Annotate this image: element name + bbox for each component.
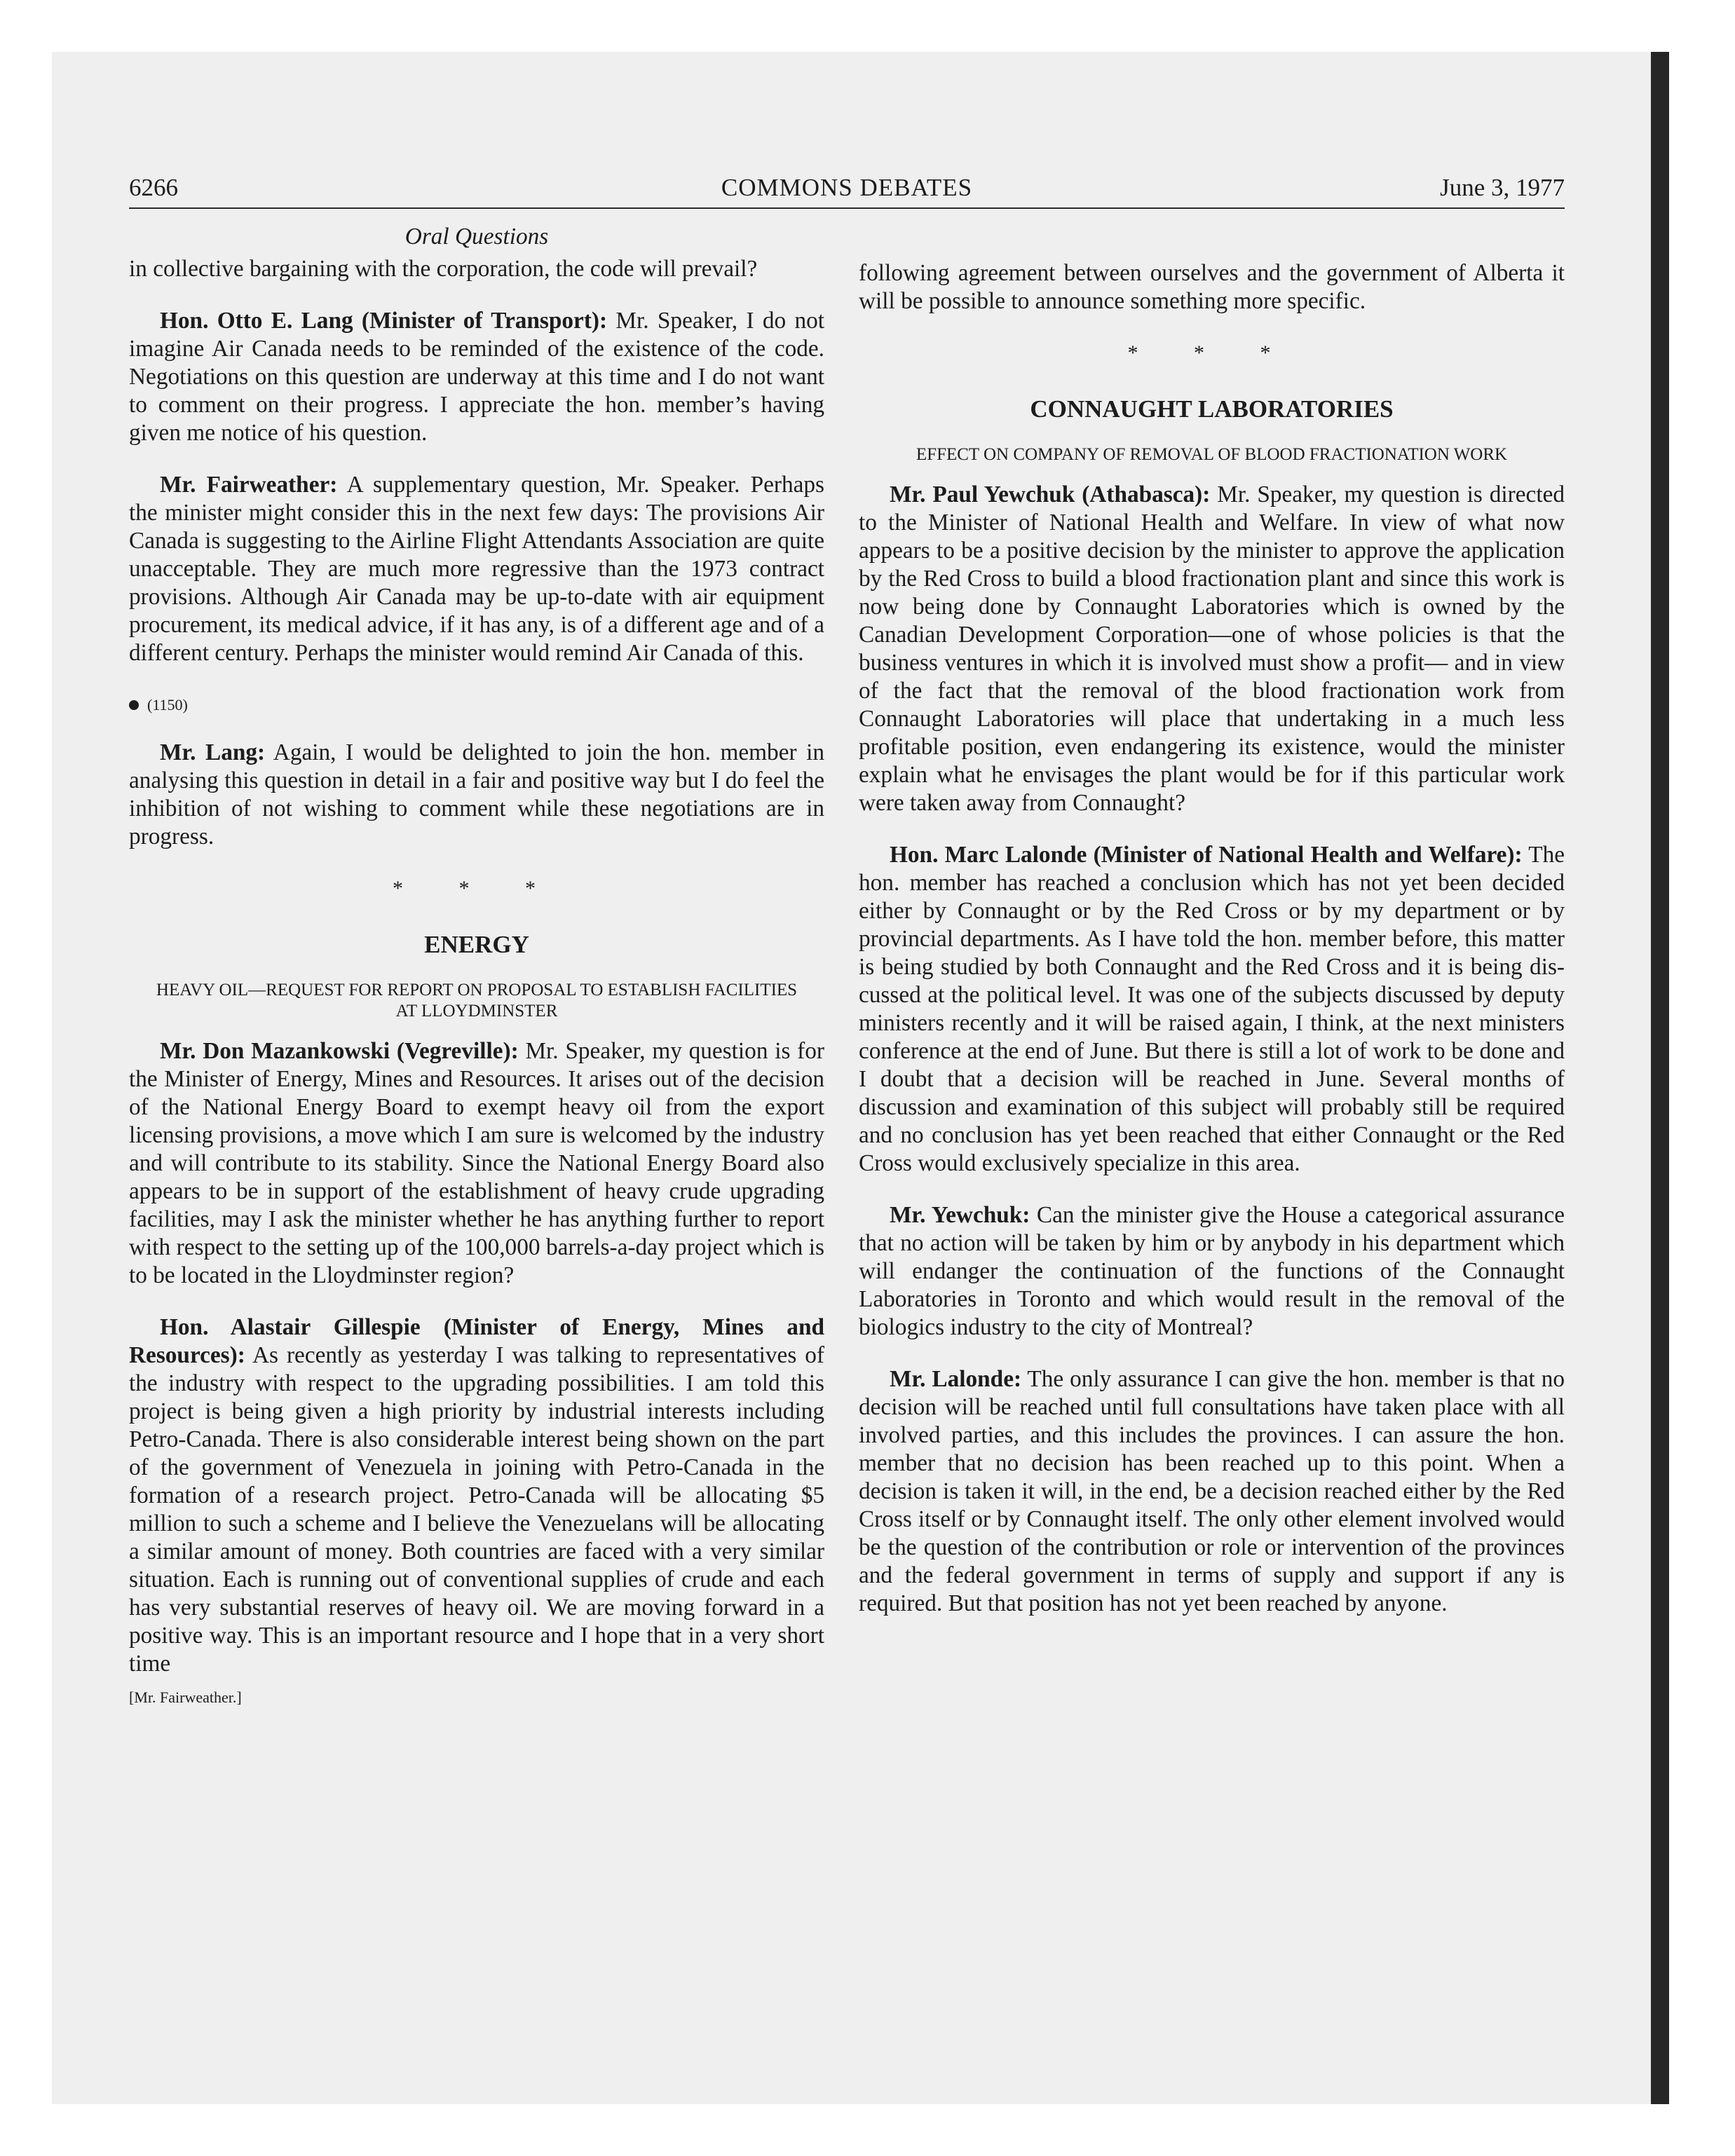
page-date: June 3, 1977 xyxy=(1440,174,1565,201)
paragraph-text: As recently as yesterday I was talking to representatives of the industry with respect to the upgrading possibilities. I am told this project is being given a high priority by industrial interests including Petro-Canada. There is also considerable interest being shown on the part of the government of Venezuela in joining with Petro-Canada in the formation of a research project. Petro-Canada will be allocating $5 million to such a scheme and I believe the Venezuelans will be allocating a similar amount of money. Both countries are faced with a very similar situation. Each is running out of conventional supplies of crude and each has very substantial reserves of heavy oil. We are moving forward in a positive way. This is an important resource and I hope that in a very short time xyxy=(129,1342,824,1677)
paragraph-text: in collective bargaining with the corporation, the code will prevail? xyxy=(129,256,758,282)
paragraph-text: Mr. Speaker, I do not imagine Air Canada needs to be reminded of the existence of the code. Negotiations on this question are underway at this time and I do not want to comment on their progress. I appreciate the hon. member’s having given me notice of his question. xyxy=(129,308,825,446)
speaker-name: Mr. Fairweather: xyxy=(160,472,338,498)
page-number: 6266 xyxy=(129,174,178,201)
paragraph-text: Mr. Speaker, my question is directed to the Minister of National Health and Welfare. In view of what now appears to be a positive decision by the minister to approve the application by the Red Cross to build a blood fractionation plant and since this work is now being done by Connaught Laboratories which is owned by the Canadian Development Corporation—one of whose policies is that the business ventures in which it is involved must show a profit— and in view of the fact that the removal of the blood fractionation work from Connaught Laboratories will place that undertaking in a much less profitable position, even endangering its existence, would the minister explain what he envisages the plant would be for if this particular work were taken away from Connaught? xyxy=(859,482,1565,816)
right-column xyxy=(859,259,1565,1642)
speaker-name: Mr. Don Mazankowski (Vegreville): xyxy=(160,1038,519,1064)
paragraph-text: Can the minister give the House a categorical assurance that no action will be taken by him or by anybody in his department which will endanger the continuation of the functions of the Connaught Laboratories in Toronto and which would result in the removal of the biologics industry to the city of Montreal? xyxy=(859,1202,1565,1340)
paragraph xyxy=(129,739,824,851)
publication-title: COMMONS DEBATES xyxy=(721,174,973,201)
section-divider: * * * xyxy=(1127,341,1296,364)
speaker-name: Mr. Yewchuk: xyxy=(890,1202,1030,1228)
speaker-name: Mr. Lalonde: xyxy=(890,1366,1022,1392)
paragraph xyxy=(129,255,824,283)
paragraph-text: The hon. member has reached a conclusion which has not yet been decided either by Connaught or by the Red Cross or by my department or by provincial departments. As I have told the hon. member before, this matter is being studied by both Connaught and the Red Cross and it is being discussed at the political level. It was one of the subjects discussed by deputy ministers recently and it will be raised again, I think, at the next ministers conference at the end of June. But there is still a lot of work to be done and I doubt that a decision will be reached in June. Several months of discussion and examination of this subject will probably still be required and no conclusion has yet been reached that either Connaught or the Red Cross would exclusively specialize in this area. xyxy=(859,842,1565,1176)
page-header xyxy=(129,174,1565,209)
paragraph xyxy=(859,1365,1565,1618)
section-subheading: EFFECT ON COMPANY OF REMOVAL OF BLOOD FRACTIONATION WORK xyxy=(916,445,1508,464)
section-divider: * * * xyxy=(393,877,561,900)
binding-edge xyxy=(1651,52,1669,2104)
paragraph xyxy=(859,841,1565,1178)
speaker-name: Hon. Otto E. Lang (Minister of Transport): xyxy=(160,308,608,334)
paragraph xyxy=(129,307,824,447)
section-title: CONNAUGHT LABORATORIES xyxy=(1030,395,1394,423)
paragraph xyxy=(129,471,824,667)
paragraph xyxy=(859,481,1565,817)
section-subheading: HEAVY OIL—REQUEST FOR REPORT ON PROPOSAL TO ESTABLISH FACILITIES AT LLOYDMINSTER xyxy=(156,981,798,1021)
paragraph-text: A supplementary question, Mr. Speaker. Perhaps the minister might consider this in the next few days: The provisions Air Canada is suggesting to the Airline Flight Attendants Association are quite unacceptable. They are much more regressive than the 1973 contract provisions. Although Air Canada may be up-to-date with air equipment procurement, its medical advice, if it has any, is of a different age and of a different century. Perhaps the minister would remind Air Canada of this. xyxy=(129,472,824,666)
paragraph-text: The only assurance I can give the hon. member is that no decision will be reached until full consultations have taken place with all involved parties, and this includes the provinces. I can assure the hon. member that no decision has been reached up to this point. When a decision is taken it will, in the end, be a decision reached either by the Red Cross itself or by Connaught itself. The only other element involved would be the question of the contribution or role or intervention of the provinces and the federal government in terms of supply and support if any is required. But that position has not yet been reached by anyone. xyxy=(859,1366,1565,1616)
footnote: [Mr. Fairweather.] xyxy=(129,1688,242,1706)
time-marker xyxy=(129,691,824,719)
time-marker-text: (1150) xyxy=(147,696,188,714)
paragraph xyxy=(859,259,1565,315)
running-head: Oral Questions xyxy=(404,224,549,250)
speaker-name: Hon. Alastair Gillespie (Minister of Energy, Mines and Resources): xyxy=(129,1314,824,1368)
paragraph xyxy=(859,1201,1565,1342)
bullet-icon xyxy=(129,700,139,710)
section-title: ENERGY xyxy=(424,931,529,958)
paragraph-text: Again, I would be delighted to join the hon. member in analysing this question in detail in a fair and positive way but I do feel the inhibition of not wishing to comment while these negotiations are in progress. xyxy=(129,739,824,850)
paragraph-text: following agreement between ourselves and the government of Alberta it will be possible to announce something more specific. xyxy=(859,260,1565,314)
paragraph xyxy=(129,1037,824,1290)
paragraph-text: Mr. Speaker, my question is for the Minister of Energy, Mines and Resources. It arises out of the decision of the National Energy Board to exempt heavy oil from the export licensing provisions, a move which I am sure is welcomed by the industry and will contribute to its stability. Since the National Energy Board also appears to be in support of the establishment of heavy crude upgrading facilities, may I ask the minister whether he has anything further to report with respect to the setting up of the 100,000 barrels-a-day project which is to be located in the Lloydminster region? xyxy=(129,1038,824,1288)
speaker-name: Mr. Lang: xyxy=(160,739,266,765)
left-column xyxy=(129,223,824,1707)
paragraph xyxy=(129,1314,824,1678)
speaker-name: Mr. Paul Yewchuk (Athabasca): xyxy=(890,482,1211,507)
speaker-name: Hon. Marc Lalonde (Minister of National Health and Welfare): xyxy=(890,842,1523,868)
